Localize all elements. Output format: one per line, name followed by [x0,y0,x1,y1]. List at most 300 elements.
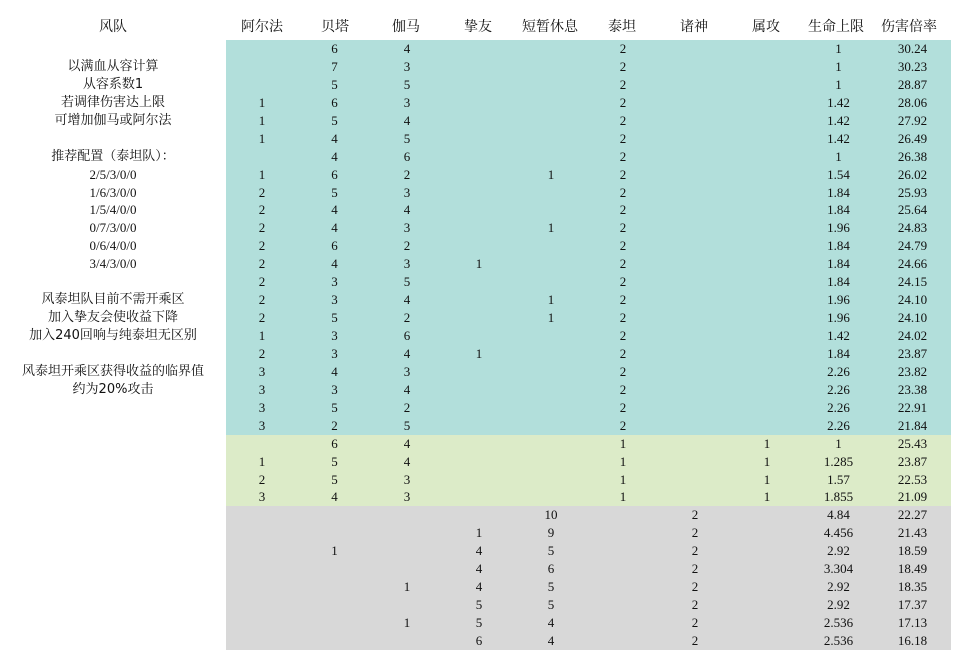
table-cell [731,219,803,237]
table-cell: 21.43 [874,524,951,542]
table-cell [659,381,731,399]
table-cell: 4 [371,201,443,219]
table-cell: 2 [226,237,298,255]
table-cell [515,201,587,219]
table-cell [731,614,803,632]
note-line: 3/4/3/0/0 [89,256,137,272]
table-cell: 4 [298,219,371,237]
table-cell [731,255,803,273]
table-cell [659,112,731,130]
table-cell [298,524,371,542]
table-cell [226,578,298,596]
table-cell [515,112,587,130]
table-cell: 1 [515,219,587,237]
table-cell: 16.18 [874,632,951,650]
table-cell: 1.84 [803,273,874,291]
table-cell [443,417,515,435]
table-cell [587,542,659,560]
table-cell: 24.10 [874,291,951,309]
table-cell [515,381,587,399]
table-cell: 2 [659,506,731,524]
table-cell: 2 [371,237,443,255]
table-cell [515,237,587,255]
table-cell [371,596,443,614]
table-cell: 1 [226,94,298,112]
table-cell: 4 [371,453,443,471]
table-cell: 3.304 [803,560,874,578]
table-row [226,237,951,255]
table-cell: 2 [587,399,659,417]
table-row [226,148,951,166]
table-cell: 2 [587,309,659,327]
header-friend: 挚友 [464,19,492,35]
table-cell: 2.536 [803,632,874,650]
table-cell: 2 [587,417,659,435]
table-cell: 1 [226,327,298,345]
header-damage-multiplier: 伤害倍率 [881,19,937,35]
table-cell [659,309,731,327]
table-cell: 1 [803,40,874,58]
table-cell: 2 [587,40,659,58]
table-row [226,112,951,130]
table-cell [443,40,515,58]
table-cell: 5 [371,273,443,291]
table-cell: 4 [443,578,515,596]
table-cell: 5 [515,542,587,560]
note-line: 加入挚友会使收益下降 [47,310,178,326]
table-cell: 2.92 [803,578,874,596]
table-cell: 4 [371,435,443,453]
table-cell: 3 [371,94,443,112]
table-cell [515,58,587,76]
table-cell [443,130,515,148]
table-cell: 2 [587,237,659,255]
table-cell: 1 [515,291,587,309]
table-cell [731,399,803,417]
header-element-attack: 属攻 [752,19,780,35]
table-cell [371,506,443,524]
table-cell [371,524,443,542]
table-cell [731,596,803,614]
table-cell: 4 [298,201,371,219]
table-cell: 2 [371,399,443,417]
table-cell: 10 [515,506,587,524]
table-cell [515,148,587,166]
table-row [226,273,951,291]
table-cell: 4 [443,542,515,560]
table-cell: 2.26 [803,363,874,381]
table-cell: 4 [371,381,443,399]
header-short-rest: 短暂休息 [522,19,578,35]
table-cell [731,112,803,130]
header-titan: 泰坦 [608,19,636,35]
table-cell [731,94,803,112]
table-cell: 4 [515,632,587,650]
table-cell: 1 [226,130,298,148]
table-cell: 2 [226,309,298,327]
note-line: 0/7/3/0/0 [89,220,137,236]
table-cell: 5 [298,399,371,417]
table-cell: 23.38 [874,381,951,399]
table-cell: 17.37 [874,596,951,614]
table-cell: 1 [587,453,659,471]
table-cell [515,76,587,94]
table-cell [587,596,659,614]
table-cell: 2 [587,327,659,345]
table-cell [515,94,587,112]
table-cell: 25.64 [874,201,951,219]
table-row [226,130,951,148]
table-cell: 25.43 [874,435,951,453]
table-cell: 2 [371,309,443,327]
table-cell: 2 [226,255,298,273]
table-row [226,76,951,94]
table-row [226,309,951,327]
table-cell: 5 [298,76,371,94]
table-cell: 3 [298,327,371,345]
table-row [226,166,951,184]
table-cell [298,614,371,632]
table-cell [443,327,515,345]
table-row [226,596,951,614]
table-cell [515,399,587,417]
table-cell: 2 [587,363,659,381]
table-row [226,40,951,58]
table-cell [443,112,515,130]
table-cell [659,130,731,148]
table-cell: 2 [659,632,731,650]
table-cell: 3 [371,488,443,506]
table-cell [731,40,803,58]
table-row [226,291,951,309]
table-cell: 24.79 [874,237,951,255]
table-cell [731,148,803,166]
table-cell: 2 [226,184,298,202]
table-cell [731,76,803,94]
table-cell [226,542,298,560]
table-row [226,542,951,560]
table-cell: 2.92 [803,542,874,560]
table-cell [731,542,803,560]
table-cell [443,219,515,237]
table-cell: 6 [371,148,443,166]
table-cell [371,560,443,578]
table-cell: 23.87 [874,453,951,471]
table-cell [659,201,731,219]
table-cell: 24.15 [874,273,951,291]
table-cell [731,184,803,202]
table-cell: 2 [587,148,659,166]
table-cell: 5 [298,453,371,471]
table-cell: 1.285 [803,453,874,471]
table-cell [659,219,731,237]
table-cell [731,237,803,255]
table-cell: 5 [443,596,515,614]
note-line: 加入240回响与纯泰坦无区别 [29,328,197,344]
table-cell: 2 [659,596,731,614]
note-line: 从容系数1 [82,76,144,92]
note-line: 风泰坦队目前不需开乘区 [41,292,185,308]
table-cell: 4 [371,291,443,309]
table-cell: 6 [298,435,371,453]
table-row [226,417,951,435]
table-cell: 4 [298,488,371,506]
table-cell: 18.59 [874,542,951,560]
table-row [226,632,951,650]
table-cell: 1 [371,614,443,632]
table-cell: 2 [587,130,659,148]
table-cell [515,345,587,363]
table-row [226,488,951,506]
table-cell [659,94,731,112]
table-cell [443,488,515,506]
table-cell: 1.42 [803,130,874,148]
table-cell: 1 [443,524,515,542]
header-beta: 贝塔 [321,19,349,35]
table-cell: 2 [587,184,659,202]
table-cell: 5 [298,184,371,202]
table-cell: 30.24 [874,40,951,58]
table-row [226,58,951,76]
table-cell: 28.87 [874,76,951,94]
table-cell: 3 [371,255,443,273]
header-gods: 诸神 [680,19,708,35]
table-cell [515,363,587,381]
table-cell [443,76,515,94]
table-cell: 2 [226,201,298,219]
table-cell [659,363,731,381]
table-cell: 1 [803,76,874,94]
table-cell: 1 [803,435,874,453]
table-cell: 2 [587,166,659,184]
table-cell [659,40,731,58]
table-cell: 2.536 [803,614,874,632]
table-cell: 6 [298,40,371,58]
table-cell [659,488,731,506]
table-cell: 5 [515,578,587,596]
table-cell [515,40,587,58]
table-cell [659,345,731,363]
table-cell: 4 [298,363,371,381]
table-cell [443,166,515,184]
table-cell: 3 [371,58,443,76]
table-cell: 2 [587,291,659,309]
table-cell: 2 [587,112,659,130]
table-cell: 4 [298,130,371,148]
table-cell [515,130,587,148]
table-cell: 25.93 [874,184,951,202]
header-gamma: 伽马 [392,19,420,35]
table-cell: 4 [371,40,443,58]
table-cell: 1.57 [803,471,874,489]
table-cell [587,506,659,524]
table-cell [659,184,731,202]
table-cell [298,506,371,524]
table-cell: 26.02 [874,166,951,184]
table-cell [443,506,515,524]
table-cell: 5 [298,309,371,327]
table-cell: 1 [298,542,371,560]
table-cell [515,471,587,489]
table-cell [731,58,803,76]
table-cell [659,471,731,489]
table-cell: 6 [371,327,443,345]
table-cell [371,542,443,560]
table-cell [515,327,587,345]
table-cell: 1.84 [803,201,874,219]
table-cell [371,632,443,650]
table-cell: 18.35 [874,578,951,596]
table-cell: 2 [587,58,659,76]
table-cell [587,560,659,578]
header-alpha: 阿尔法 [241,19,283,35]
table-cell [298,578,371,596]
table-cell [298,632,371,650]
table-cell: 1.96 [803,291,874,309]
table-cell: 1 [587,435,659,453]
table-cell [443,58,515,76]
table-cell: 4 [298,148,371,166]
table-cell [226,632,298,650]
table-cell [443,363,515,381]
table-cell [731,291,803,309]
table-cell [515,273,587,291]
table-cell: 7 [298,58,371,76]
table-cell: 1 [443,255,515,273]
table-cell [226,435,298,453]
table-cell [659,435,731,453]
table-cell: 17.13 [874,614,951,632]
table-cell: 1 [515,309,587,327]
table-cell [587,632,659,650]
table-cell: 3 [226,488,298,506]
table-row [226,255,951,273]
table-cell: 24.02 [874,327,951,345]
table-cell: 23.82 [874,363,951,381]
table-cell: 1 [731,471,803,489]
table-cell: 3 [298,273,371,291]
table-cell: 4 [515,614,587,632]
table-cell: 28.06 [874,94,951,112]
table-cell: 9 [515,524,587,542]
table-cell: 5 [515,596,587,614]
table-cell [731,417,803,435]
table-cell [515,488,587,506]
table-cell [731,578,803,596]
table-cell: 1 [443,345,515,363]
table-cell: 3 [371,184,443,202]
table-cell: 2 [226,219,298,237]
table-cell: 1 [803,148,874,166]
table-cell: 1.42 [803,327,874,345]
table-cell [731,309,803,327]
table-cell: 4.84 [803,506,874,524]
table-cell [731,273,803,291]
table-cell [731,381,803,399]
table-cell [443,94,515,112]
table-cell [659,273,731,291]
table-cell [226,58,298,76]
table-cell: 2.26 [803,417,874,435]
table-cell [443,291,515,309]
table-cell: 23.87 [874,345,951,363]
table-cell: 2 [659,560,731,578]
table-cell: 2 [226,471,298,489]
table-row [226,94,951,112]
table-row [226,201,951,219]
table-cell [298,560,371,578]
note-line: 0/6/4/0/0 [89,238,137,254]
table-cell: 1 [226,112,298,130]
table-cell: 1 [226,166,298,184]
table-cell: 1.54 [803,166,874,184]
table-cell: 24.83 [874,219,951,237]
table-cell [659,58,731,76]
table-cell: 2 [587,94,659,112]
table-cell: 30.23 [874,58,951,76]
table-cell: 1.42 [803,112,874,130]
table-cell [226,506,298,524]
table-cell [659,148,731,166]
table-row [226,435,951,453]
table-cell [443,399,515,417]
table-cell: 1 [515,166,587,184]
table-cell: 5 [298,112,371,130]
table-cell [731,506,803,524]
table-cell: 3 [298,381,371,399]
table-row [226,614,951,632]
table-cell [659,166,731,184]
table-cell: 1 [587,471,659,489]
header-team: 风队 [99,19,127,35]
note-line: 风泰坦开乘区获得收益的临界值 [21,363,204,379]
table-row [226,524,951,542]
table-cell: 3 [371,219,443,237]
table-cell [731,345,803,363]
table-cell [731,363,803,381]
table-row [226,578,951,596]
table-cell: 3 [298,345,371,363]
table-cell: 2.92 [803,596,874,614]
table-cell [659,417,731,435]
table-cell [659,255,731,273]
table-cell [731,201,803,219]
note-line: 若调律伤害达上限 [60,94,165,110]
table-cell: 1.855 [803,488,874,506]
table-cell [731,166,803,184]
note-line: 可增加伽马或阿尔法 [54,112,172,128]
table-cell: 1 [803,58,874,76]
table-cell [515,453,587,471]
table-cell [443,184,515,202]
header-row [0,0,960,40]
table-cell: 4.456 [803,524,874,542]
table-cell: 2.26 [803,381,874,399]
note-line: 2/5/3/0/0 [89,166,137,182]
table-cell [659,76,731,94]
table-cell: 3 [226,417,298,435]
table-cell: 22.91 [874,399,951,417]
table-cell [659,291,731,309]
table-cell: 4 [371,112,443,130]
table-cell [731,130,803,148]
table-cell [587,524,659,542]
table-cell [515,184,587,202]
table-cell: 2 [298,417,371,435]
table-cell: 3 [371,471,443,489]
table-cell [443,273,515,291]
note-line: 1/5/4/0/0 [89,202,137,218]
